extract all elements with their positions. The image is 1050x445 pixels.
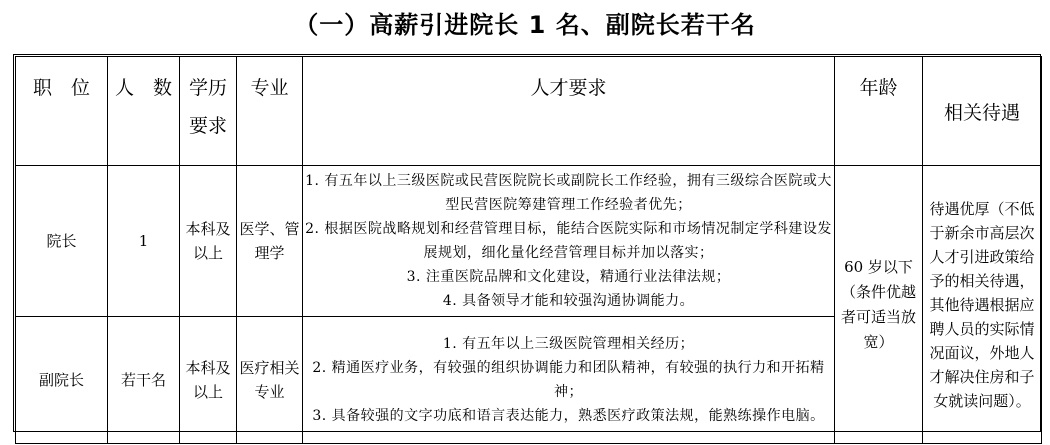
age-cell [835,166,923,444]
requirement-item: 2. 精通医疗业务，有较强的组织协调能力和团队精神，有较强的执行力和开拓精神； [312,360,825,400]
education-cell [180,317,237,444]
requirement-item: 1. 有五年以上三级医院或民营医院院长或副院长工作经验，拥有三级综合医院或大型民营医院筹建管理工作经验者优先； [305,173,832,213]
count-value: 若干名 [120,371,166,389]
position-value: 副院长 [38,371,84,389]
requirement-item: 3. 具备较强的文字功底和语言表达能力，熟悉医疗政策法规，能熟练操作电脑。 [312,408,825,424]
position-cell [16,166,108,317]
education-value: 本科及以上 [185,220,231,262]
header-education-line1: 学历 [188,77,227,99]
requirement-item: 2. 根据医院战略规划和经营管理目标，能结合医院实际和市场情况制定学科建设发展规划，细化量化经营管理目标并加以落实； [305,221,832,261]
header-position [16,57,108,166]
count-cell [108,166,180,317]
requirement-item: 1. 有五年以上三级医院管理相关经历； [442,336,695,352]
benefits-cell [923,166,1042,444]
page-title: （一）高薪引进院长 1 名、副院长若干名 [294,11,756,39]
requirements-cell [303,317,835,444]
major-value: 医学、管理学 [239,220,300,262]
requirement-item: 3. 注重医院品牌和文化建设，精通行业法律法规； [406,269,731,285]
header-count [108,57,180,166]
header-position-label: 职 位 [32,77,90,99]
header-count-label: 人 数 [114,77,172,99]
education-cell [180,166,237,317]
major-cell [237,166,303,317]
requirement-item: 4. 具备领导才能和较强沟通协调能力。 [442,293,695,309]
requirements-cell [303,166,835,317]
education-value: 本科及以上 [185,359,231,401]
header-education [180,57,237,166]
header-major [237,57,303,166]
position-value: 院长 [46,232,77,250]
header-benefits [923,57,1042,166]
major-cell [237,317,303,444]
major-value: 医疗相关专业 [239,359,300,401]
header-requirements [303,57,835,166]
header-age-label: 年龄 [859,77,898,99]
position-cell [16,317,108,444]
header-education-line2: 要求 [188,115,227,137]
header-benefits-label: 相关待遇 [943,101,1020,124]
header-major-label: 专业 [250,77,289,99]
count-cell [108,317,180,444]
table-row [16,166,1042,317]
recruitment-table [15,56,1042,444]
benefits-value: 待遇优厚（不低于新余市高层次人才引进政策给予的相关待遇，其他待遇根据应聘人员的实际情况面议，外地人才解决住房和子女就读问题）。 [929,199,1035,410]
header-requirements-label: 人才要求 [530,77,607,99]
count-value: 1 [138,232,149,250]
header-age [835,57,923,166]
age-value: 60 岁以下（条件优越者可适当放宽） [840,257,916,351]
header-row [16,57,1042,166]
